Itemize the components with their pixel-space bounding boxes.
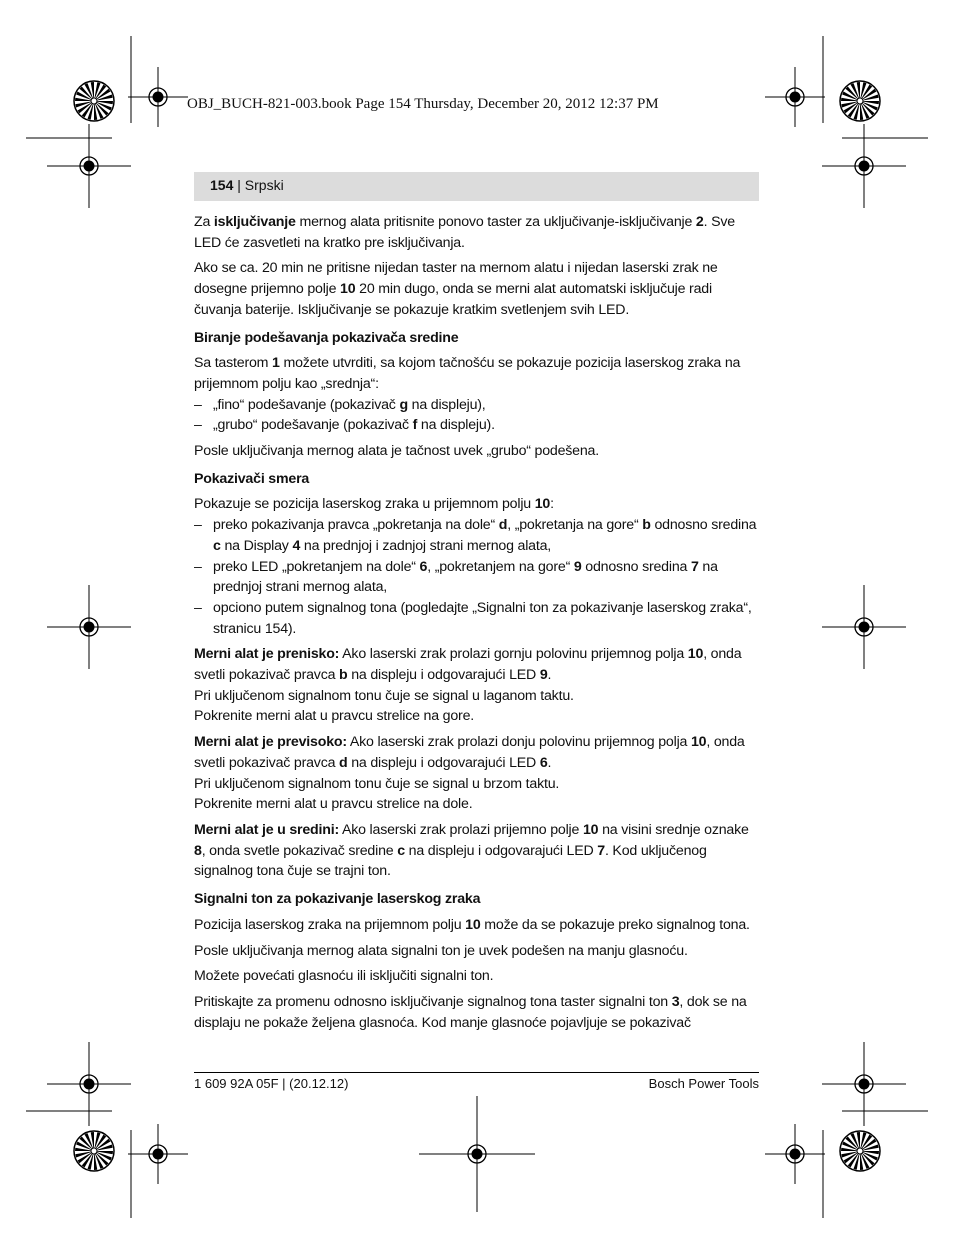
paragraph: Za isključivanje mernog alata pritisnite ponovo taster za uključivanje-isključivanje 2. Sve LED će zasvetleti na kratko pre isključivanja.	[194, 214, 735, 251]
page-number: 154	[210, 177, 234, 193]
footer-brand: Bosch Power Tools	[648, 1076, 759, 1091]
footer-doc-number: 1 609 92A 05F | (20.12.12)	[194, 1076, 349, 1091]
registration-target-icon	[419, 1096, 535, 1212]
registration-target-icon	[765, 67, 825, 127]
paragraph: Pritiskajte za promenu odnosno isključivanje signalnog tona taster signalni ton 3, dok se na displaju ne pokaže željena glasnoća. Kod manje glasnoće pojavljuje se pokazivač	[194, 993, 747, 1031]
registration-target-icon	[128, 67, 188, 127]
section-heading: Signalni ton za pokazivanje laserskog zraka	[194, 891, 481, 908]
paragraph: Pokazuje se pozicija laserskog zraka u prijemnom polju 10:	[194, 496, 554, 513]
footer-rule	[194, 1072, 759, 1073]
paragraph: Merni alat je previsoko: Ako laserski zrak prolazi donju polovinu prijemnog polja 10, onda svetli pokazivač pravca d na displeju i odgovarajući LED 6. Pri uključenom signalnom tonu čuje se signal u brzom taktu. Pokrenite merni alat u pravcu strelice na dole.	[194, 734, 745, 813]
paragraph: Možete povećati glasnoću ili isključiti signalni ton.	[194, 968, 494, 985]
paragraph: Posle uključivanja mernog alata je tačnost uvek „grubo“ podešena.	[194, 443, 599, 460]
registration-target-icon	[47, 1042, 131, 1126]
list-item: – „fino“ podešavanje (pokazivač g na displeju),	[194, 395, 759, 416]
page-language: Srpski	[244, 177, 284, 193]
registration-target-icon	[47, 585, 131, 669]
registration-target-icon	[822, 585, 906, 669]
section-heading: Biranje podešavanja pokazivača sredine	[194, 329, 459, 346]
paragraph: Ako se ca. 20 min ne pritisne nijedan taster na mernom alatu i nijedan laserski zrak ne dosegne prijemno polje 10 20 min dugo, onda se merni alat automatski isključuje radi čuvanja baterije. Isključivanje se pokazuje kratkim svetlenjem svih LED.	[194, 260, 718, 318]
paragraph: Merni alat je prenisko: Ako laserski zrak prolazi gornju polovinu prijemnog polja 10, onda svetli pokazivač pravca b na displeju i odgovarajući LED 9. Pri uključenom signalnom tonu čuje se signal u laganom taktu. Pokrenite merni alat u pravcu strelice na gore.	[194, 646, 742, 725]
registration-target-icon	[822, 1042, 906, 1126]
starburst-icon	[840, 1131, 880, 1171]
bullet-list	[194, 395, 759, 436]
bullet-list	[194, 515, 759, 639]
list-item: – preko LED „pokretanjem na dole“ 6, „pokretanjem na gore“ 9 odnosno sredina 7 na prednjoj strani mernog alata,	[194, 557, 759, 598]
paragraph: Pozicija laserskog zraka na prijemnom polju 10 može da se pokazuje preko signalnog tona.	[194, 916, 750, 933]
main-content	[194, 212, 759, 1038]
list-item: – „grubo“ podešavanje (pokazivač f na displeju).	[194, 415, 759, 436]
list-item: – opciono putem signalnog tona (pogledajte „Signalni ton za pokazivanje laserskog zraka“, stranicu 154).	[194, 598, 759, 639]
registration-target-icon	[47, 124, 131, 208]
starburst-icon	[74, 81, 114, 121]
starburst-icon	[840, 81, 880, 121]
list-item: – preko pokazivanja pravca „pokretanja na dole“ d, „pokretanja na gore“ b odnosno sredina c na Display 4 na prednjoj i zadnjoj strani mernog alata,	[194, 515, 759, 556]
section-heading: Pokazivači smera	[194, 470, 310, 487]
print-slug: OBJ_BUCH-821-003.book Page 154 Thursday, December 20, 2012 12:37 PM	[187, 96, 659, 112]
paragraph: Posle uključivanja mernog alata signalni ton je uvek podešen na manju glasnoću.	[194, 942, 688, 959]
registration-target-icon	[822, 124, 906, 208]
paragraph: Sa tasterom 1 možete utvrditi, sa kojom tačnošću se pokazuje pozicija laserskog zraka na prijemnom polju kao „srednja“:	[194, 355, 741, 392]
registration-target-icon	[765, 1124, 825, 1184]
registration-target-icon	[128, 1124, 188, 1184]
starburst-icon	[74, 1131, 114, 1171]
paragraph: Merni alat je u sredini: Ako laserski zrak prolazi prijemno polje 10 na visini srednje oznake 8, onda svetle pokazivač sredine c na displeju i odgovarajući LED 7. Kod uključenog signalnog tona čuje se trajni ton.	[194, 821, 749, 880]
page-header: 154 | Srpski	[194, 172, 759, 201]
